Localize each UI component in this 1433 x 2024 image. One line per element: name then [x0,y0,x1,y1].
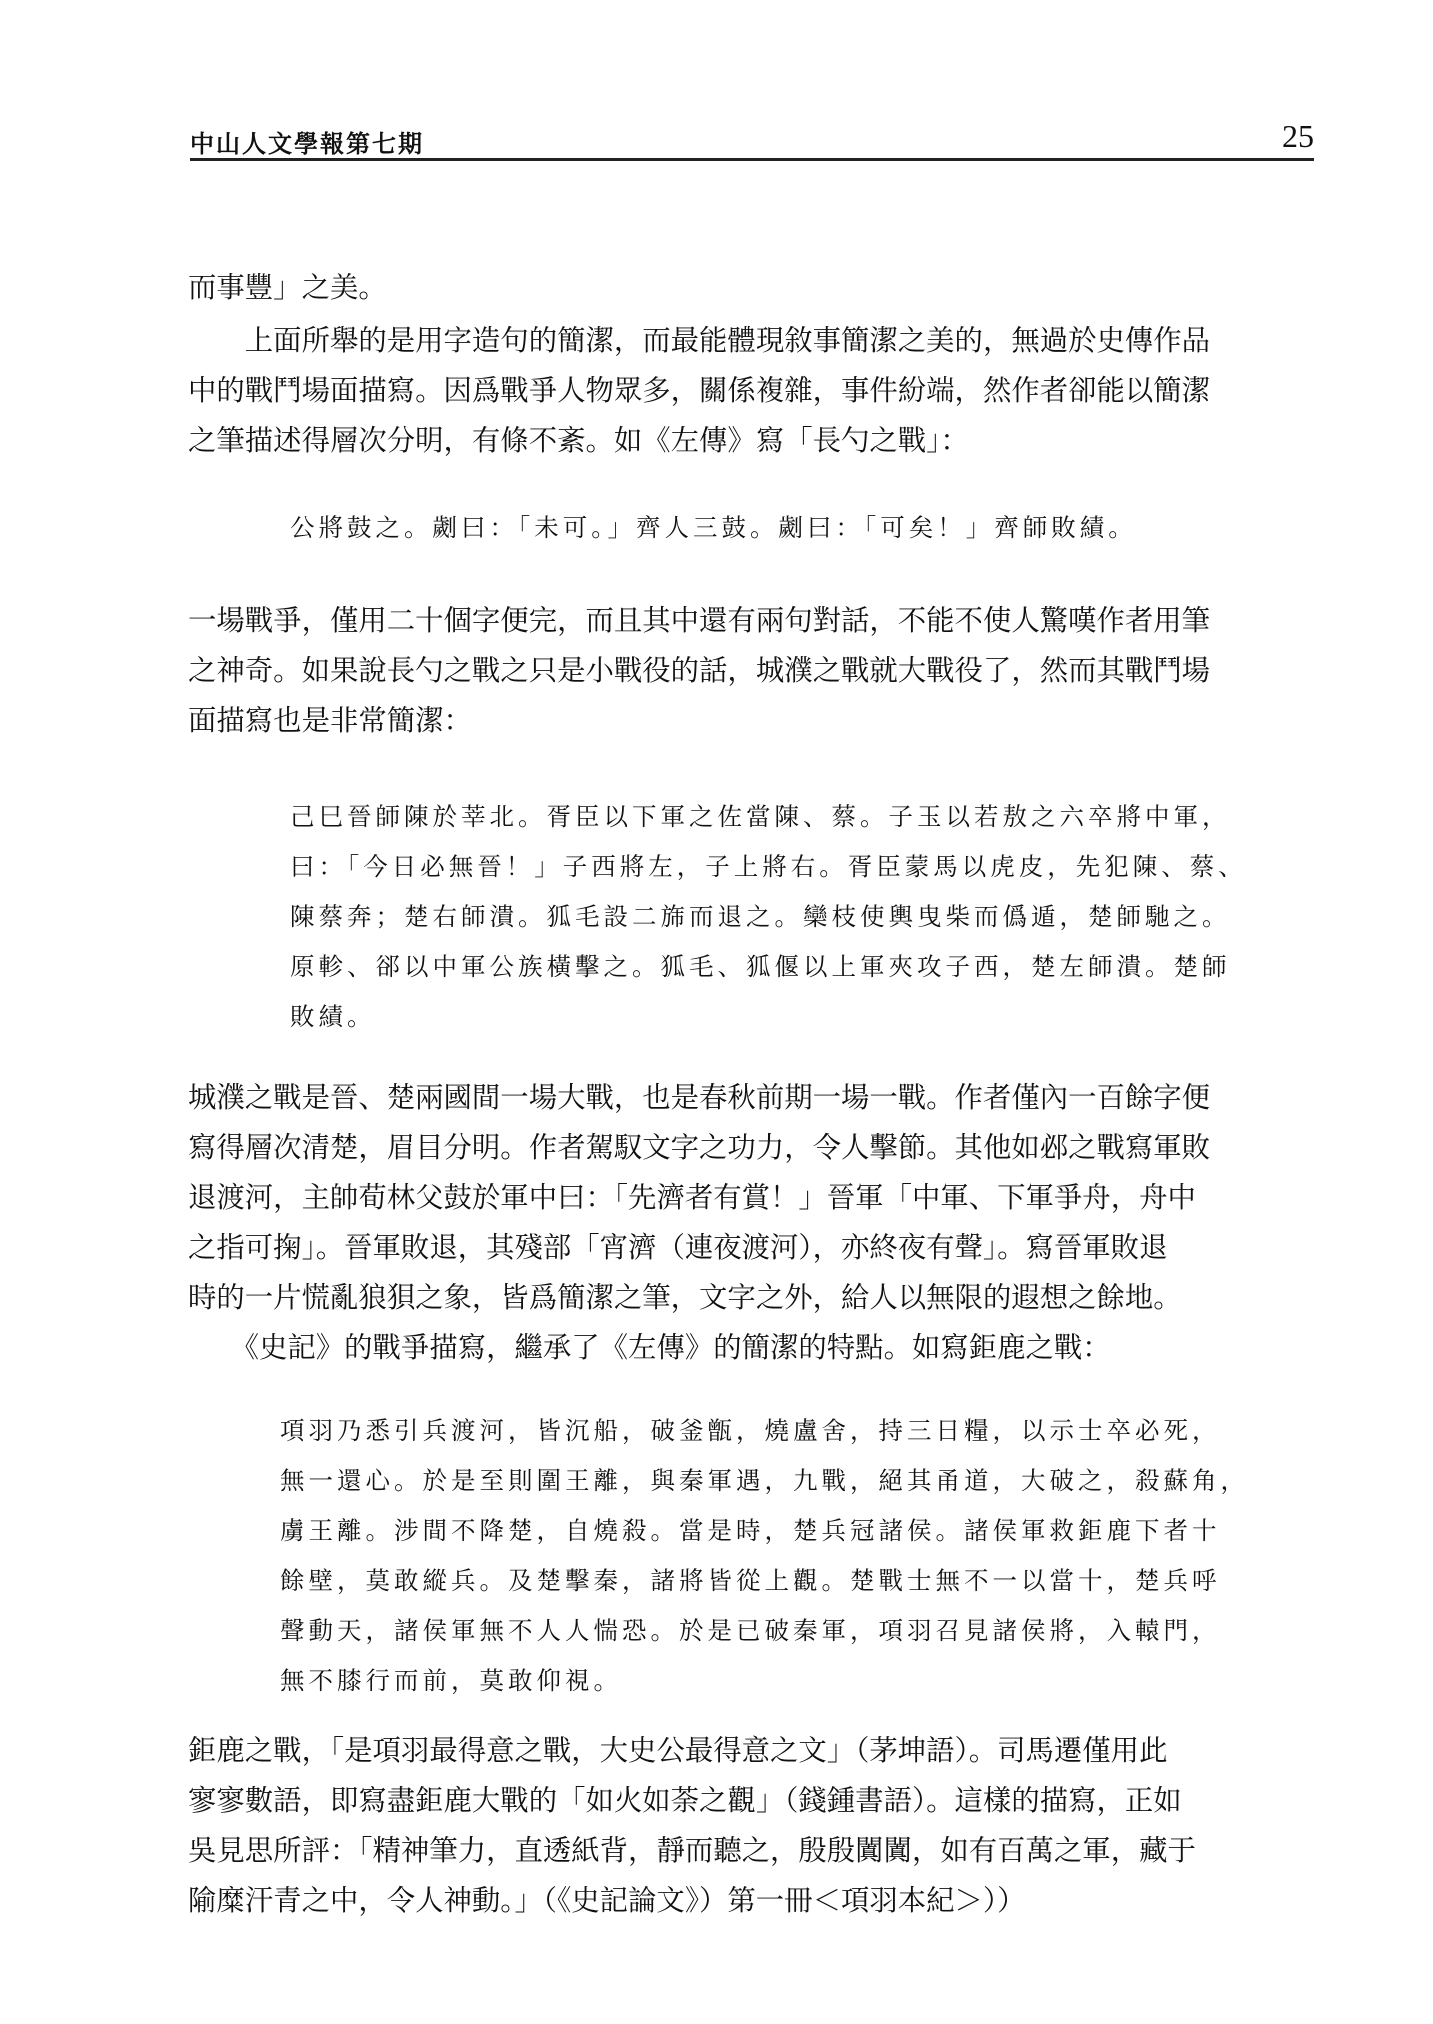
paragraph-3 [188,596,1310,746]
page-number: 25 [1282,118,1314,154]
paragraph-2 [188,316,1310,466]
quotation-julu [280,1406,1249,1706]
text-line: 中的戰鬥場面描寫。因爲戰爭人物眾多，關係複雜，事件紛端，然作者卻能以簡潔 [188,374,1211,407]
text-line: 寥寥數語，即寫盡鉅鹿大戰的「如火如荼之觀」（錢鍾書語）。這樣的描寫，正如 [188,1784,1182,1817]
quote-line: 無不膝行而前，莫敢仰視。 [280,1666,622,1695]
quote-line: 敗績。 [290,1002,376,1031]
text-line: 《史記》的戰爭描寫，繼承了《左傳》的簡潔的特點。如寫鉅鹿之戰： [188,1331,1111,1364]
quote-line: 虜王離。涉間不降楚，自燒殺。當是時，楚兵冠諸侯。諸侯軍救鉅鹿下者十 [280,1516,1221,1545]
text-line: 之筆描述得層次分明，有條不紊。如《左傳》寫「長勺之戰」： [188,424,969,457]
text-line: 時的一片慌亂狼狽之象，皆爲簡潔之筆，文字之外，給人以無限的遐想之餘地。 [188,1281,1182,1314]
header-rule [190,158,1314,161]
running-header [190,118,1314,158]
quotation-changshao [290,503,1137,553]
text-line: 吳見思所評：「精神筆力，直透紙背，靜而聽之，殷殷闐闐，如有百萬之軍，藏于 [188,1834,1196,1867]
text-line: 上面所舉的是用字造句的簡潔，而最能體現敘事簡潔之美的，無過於史傳作品 [188,324,1211,357]
quote-line: 聲動天，諸侯軍無不人人惴恐。於是已破秦軍，項羽召見諸侯將，入轅門， [280,1616,1221,1645]
quote-line: 公將鼓之。劌曰：「未可。」齊人三鼓。劌曰：「可矣！」齊師敗績。 [290,513,1137,542]
paragraph-5 [188,1726,1310,1926]
text-line: 城濮之戰是晉、楚兩國間一場大戰，也是春秋前期一場一戰。作者僅內一百餘字便 [188,1081,1211,1114]
quote-line: 陳蔡奔；楚右師潰。狐毛設二旆而退之。欒枝使輿曳柴而僞遁，楚師馳之。 [290,902,1231,931]
paragraph-1 [188,263,1310,313]
paragraph-4 [188,1073,1310,1373]
quote-line: 項羽乃悉引兵渡河，皆沉船，破釜甑，燒盧舍，持三日糧，以示士卒必死， [280,1416,1221,1445]
quote-line: 己巳晉師陳於莘北。胥臣以下軍之佐當陳、蔡。子玉以若敖之六卒將中軍， [290,802,1231,831]
text-line: 之神奇。如果說長勺之戰之只是小戰役的話，城濮之戰就大戰役了，然而其戰鬥場 [188,654,1211,687]
text-line: 隃糜汗青之中，令人神動。」（《史記論文》）第一冊＜項羽本紀＞）） [188,1884,1026,1917]
text-line: 面描寫也是非常簡潔： [188,704,472,737]
quote-line: 餘壁，莫敢縱兵。及楚擊秦，諸將皆從上觀。楚戰士無不一以當十，楚兵呼 [280,1566,1221,1595]
text-line: 退渡河，主帥荀林父鼓於軍中曰：「先濟者有賞！」晉軍「中軍、下軍爭舟，舟中 [188,1181,1196,1214]
quote-line: 曰：「今日必無晉！」子西將左，子上將右。胥臣蒙馬以虎皮，先犯陳、蔡、 [290,852,1247,881]
quotation-chengpu [290,792,1247,1042]
text-line: 而事豐」之美。 [188,271,387,304]
text-line: 之指可掬」。晉軍敗退，其殘部「宵濟（連夜渡河），亦終夜有聲」。寫晉軍敗退 [188,1231,1168,1264]
text-line: 一場戰爭，僅用二十個字便完，而且其中還有兩句對話，不能不使人驚嘆作者用筆 [188,604,1211,637]
quote-line: 原軫、郤以中軍公族橫擊之。狐毛、狐偃以上軍夾攻子西，楚左師潰。楚師 [290,952,1231,981]
text-line: 鉅鹿之戰，「是項羽最得意之戰，大史公最得意之文」（茅坤語）。司馬遷僅用此 [188,1734,1168,1767]
journal-title: 中山人文學報第七期 [190,130,424,158]
text-line: 寫得層次清楚，眉目分明。作者駕馭文字之功力，令人擊節。其他如邲之戰寫軍敗 [188,1131,1211,1164]
quote-line: 無一還心。於是至則圍王離，與秦軍遇，九戰，絕其甬道，大破之，殺蘇角， [280,1466,1249,1495]
